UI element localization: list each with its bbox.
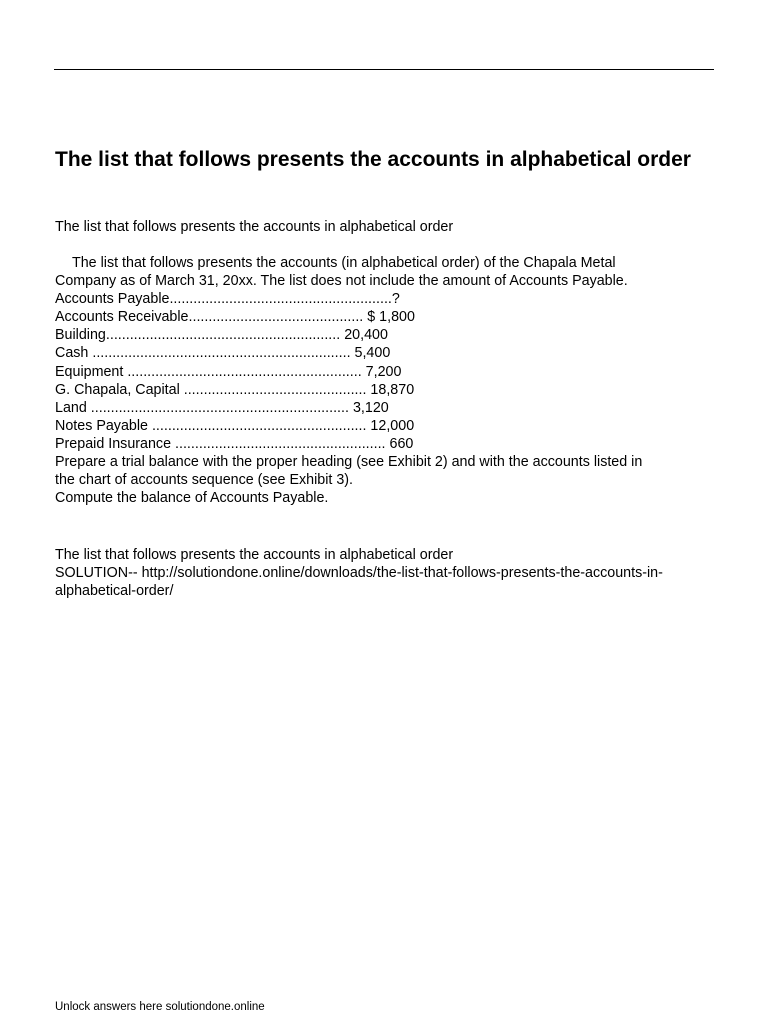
intro-line-1: The list that follows presents the accounts (in alphabetical order) of the Chapala Metal [72, 255, 616, 271]
account-row: G. Chapala, Capital .............................................. 18,870 [55, 381, 415, 398]
accounts-list [55, 290, 725, 453]
instruction-line-3: Compute the balance of Accounts Payable. [55, 490, 329, 507]
subtitle: The list that follows presents the accounts in alphabetical order [55, 219, 454, 235]
account-row: Cash ................................................................. 5,400 [55, 345, 391, 362]
page-title: The list that follows presents the accounts in alphabetical order [55, 148, 691, 171]
solution-heading: The list that follows presents the accounts in alphabetical order [55, 547, 454, 563]
account-row: Prepaid Insurance ..................................................... 660 [55, 435, 414, 452]
solution-link-line-2[interactable]: alphabetical-order/ [55, 583, 174, 600]
account-row: Notes Payable ...................................................... 12,000 [55, 417, 415, 434]
footer-text: Unlock answers here solutiondone.online [55, 1001, 265, 1013]
account-row: Equipment ........................................................... 7,200 [55, 363, 402, 380]
account-row: Land ................................................................. 3,120 [55, 399, 389, 416]
problem-body [55, 254, 725, 507]
solution-section [55, 546, 725, 600]
intro-line-2: Company as of March 31, 20xx. The list does not include the amount of Accounts Payable. [55, 273, 628, 290]
solution-link-line-1[interactable]: SOLUTION-- http://solutiondone.online/downloads/the-list-that-follows-presents-the-accounts-in- [55, 565, 663, 582]
instruction-line-1: Prepare a trial balance with the proper heading (see Exhibit 2) and with the accounts listed in [55, 454, 643, 471]
account-row: Building........................................................... 20,400 [55, 327, 388, 344]
account-row: Accounts Receivable............................................ $ 1,800 [55, 309, 415, 326]
account-row: Accounts Payable........................................................? [55, 291, 400, 308]
instruction-line-2: the chart of accounts sequence (see Exhibit 3). [55, 472, 354, 489]
top-divider [54, 69, 714, 70]
